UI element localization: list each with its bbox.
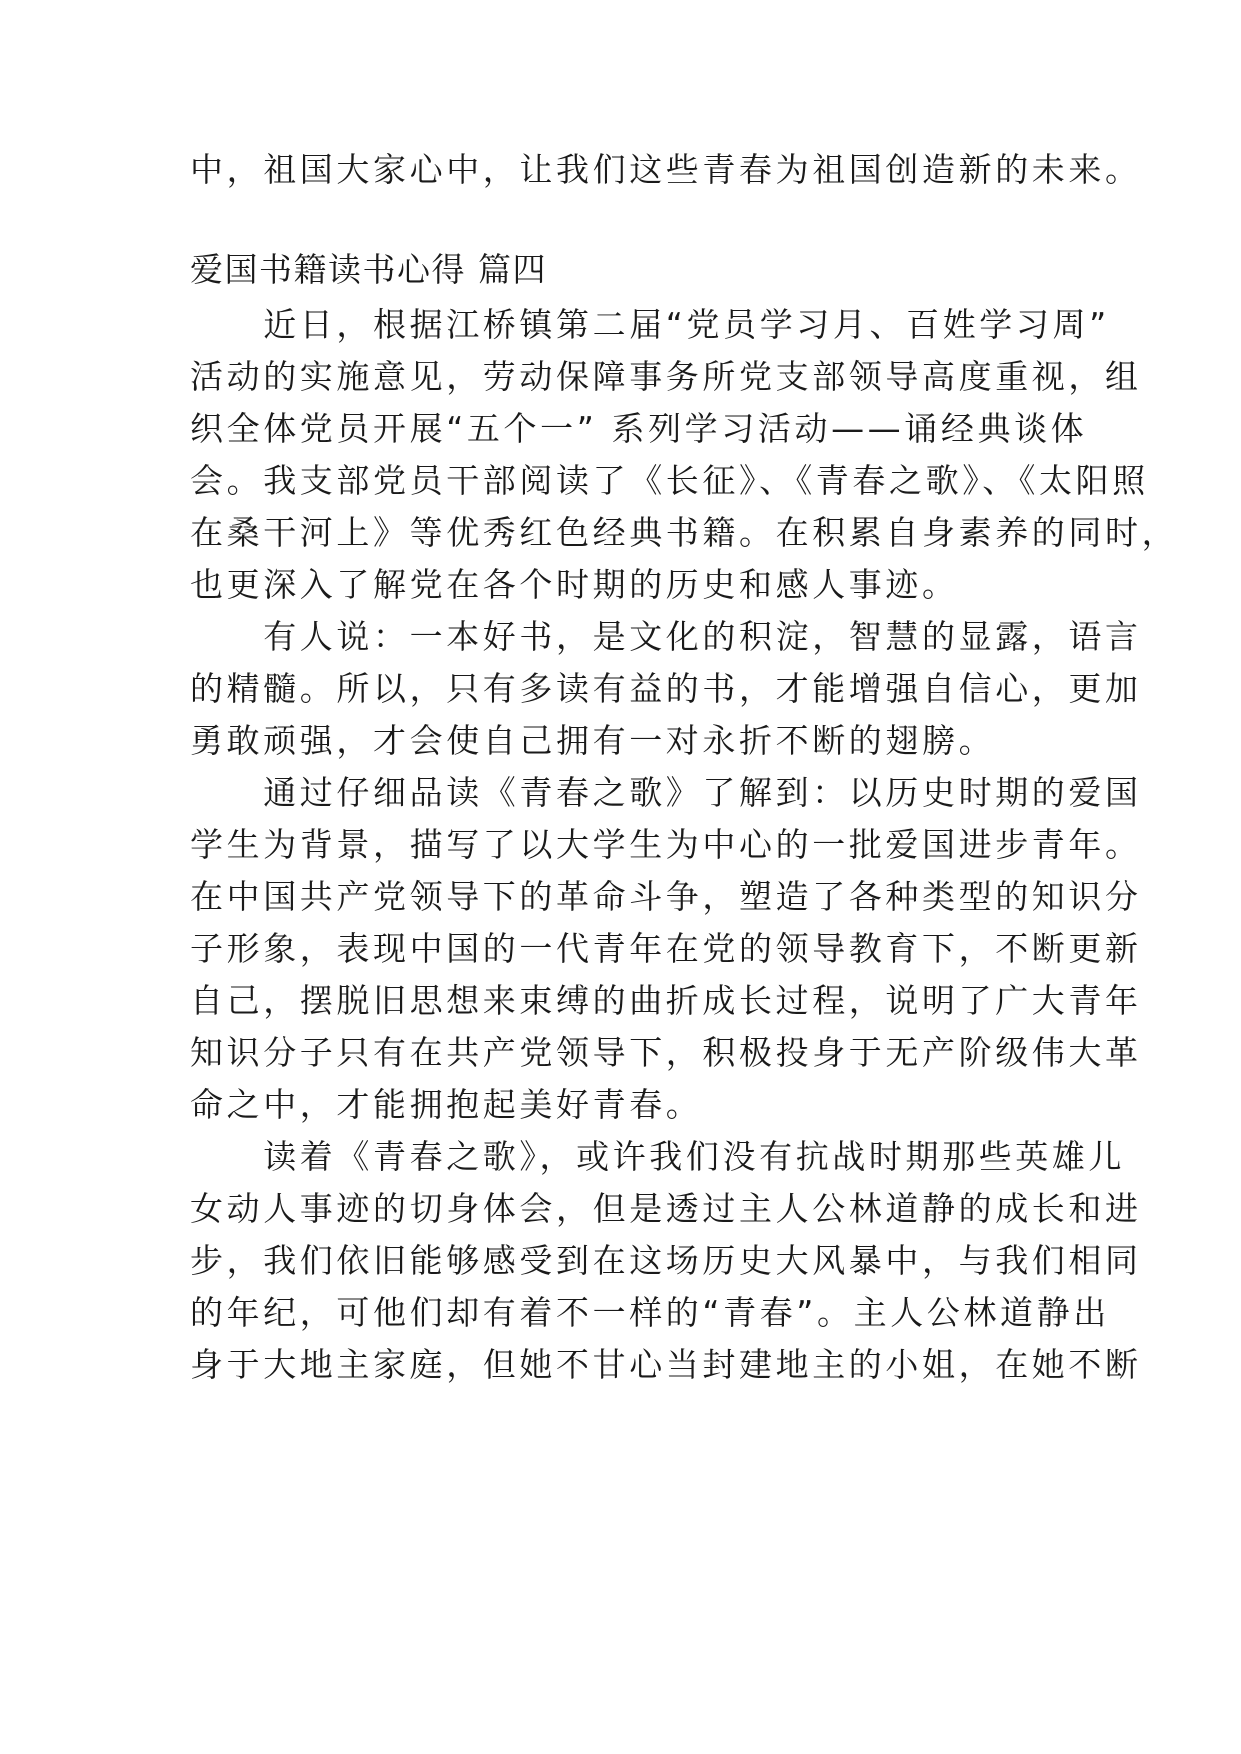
body-line: 自己，摆脱旧思想来束缚的曲折成长过程，说明了广大青年	[190, 981, 1142, 1020]
body-line: 命之中，才能拥抱起美好青春。	[190, 1085, 703, 1124]
body-line: 读着《青春之歌》，或许我们没有抗战时期那些英雄儿	[190, 1137, 1126, 1176]
body-line: 在中国共产党领导下的革命斗争，塑造了各种类型的知识分	[190, 877, 1142, 916]
body-line: 在桑干河上》等优秀红色经典书籍。在积累自身素养的同时，	[190, 513, 1179, 552]
body-line: 织全体党员开展“五个一” 系列学习活动——诵经典谈体	[190, 409, 1088, 448]
section-heading: 爱国书籍读书心得 篇四	[190, 250, 547, 289]
body-line: 知识分子只有在共产党领导下，积极投身于无产阶级伟大革	[190, 1033, 1142, 1072]
intro-line: 中，祖国大家心中，让我们这些青春为祖国创造新的未来。	[190, 150, 1142, 189]
body-line: 勇敢顽强，才会使自己拥有一对永折不断的翅膀。	[190, 721, 996, 760]
body-line: 通过仔细品读《青春之歌》了解到：以历史时期的爱国	[190, 773, 1142, 812]
body-line: 活动的实施意见，劳动保障事务所党支部领导高度重视，组	[190, 357, 1142, 396]
body-line: 学生为背景，描写了以大学生为中心的一批爱国进步青年。	[190, 825, 1142, 864]
body-line: 也更深入了解党在各个时期的历史和感人事迹。	[190, 565, 959, 604]
body-line: 女动人事迹的切身体会，但是透过主人公林道静的成长和进	[190, 1189, 1142, 1228]
body-line: 的年纪，可他们却有着不一样的“青春”。主人公林道静出	[190, 1293, 1110, 1332]
body-line: 会。我支部党员干部阅读了《长征》、《青春之歌》、《太阳照	[190, 461, 1149, 500]
body-line: 步，我们依旧能够感受到在这场历史大风暴中，与我们相同	[190, 1241, 1142, 1280]
body-line: 近日，根据江桥镇第二届“党员学习月、百姓学习周”	[190, 305, 1110, 344]
body-line: 子形象，表现中国的一代青年在党的领导教育下，不断更新	[190, 929, 1142, 968]
body-line: 的精髓。所以，只有多读有益的书，才能增强自信心，更加	[190, 669, 1142, 708]
body-line: 身于大地主家庭，但她不甘心当封建地主的小姐，在她不断	[190, 1345, 1142, 1384]
body-line: 有人说：一本好书，是文化的积淀，智慧的显露，语言	[190, 617, 1142, 656]
